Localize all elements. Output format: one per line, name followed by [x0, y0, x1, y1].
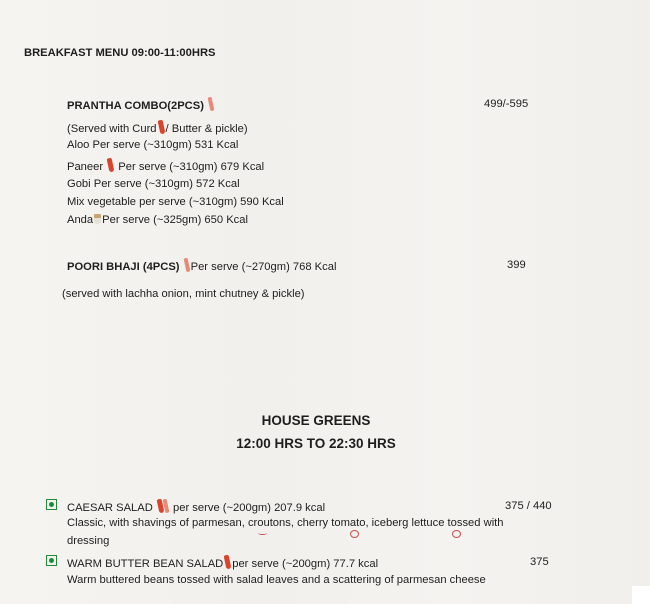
- paneer-label: Paneer: [67, 161, 104, 173]
- poori-serve: Per serve (~270gm) 768 Kcal: [190, 261, 337, 273]
- prantha-served-b: / Butter & pickle): [165, 123, 248, 135]
- bean-name: WARM BUTTER BEAN SALAD: [67, 558, 224, 570]
- chili-icon: [183, 258, 190, 273]
- bean-serve: per serve (~200gm) 77.7 kcal: [232, 558, 379, 570]
- prantha-served-a: (Served with Curd: [67, 123, 157, 135]
- greens-title: HOUSE GREENS: [261, 413, 371, 428]
- prantha-price: 499/-595: [484, 98, 529, 110]
- greens-hours: 12:00 HRS TO 22:30 HRS: [236, 436, 396, 451]
- paneer-line: [67, 158, 264, 174]
- page-corner: [632, 586, 650, 604]
- chili-icon: [107, 158, 115, 173]
- prantha-served: [67, 120, 248, 136]
- poori-name: POORI BHAJI (4PCS): [67, 261, 180, 273]
- caesar-serve: per serve (~200gm) 207.9 kcal: [173, 502, 326, 514]
- breakfast-title: BREAKFAST MENU 09:00-11:00HRS: [24, 47, 216, 59]
- bean-desc: Warm buttered beans tossed with salad leaves and a scattering of parmesan cheese: [67, 574, 486, 586]
- poori-served: (served with lachha onion, mint chutney & pickle): [62, 288, 305, 300]
- anda-serve: Per serve (~325gm) 650 Kcal: [102, 214, 248, 226]
- paneer-serve: Per serve (~310gm) 679 Kcal: [118, 161, 265, 173]
- annotation-circle: [452, 530, 461, 538]
- veg-icon: [46, 499, 57, 510]
- caesar-price: 375 / 440: [505, 500, 552, 512]
- poori-line: [67, 258, 336, 274]
- veg-icon: [46, 555, 57, 566]
- gobi-line: Gobi Per serve (~310gm) 572 Kcal: [67, 178, 240, 190]
- caesar-desc-1: Classic, with shavings of parmesan, croutons, cherry tomato, iceberg lettuce tossed with: [67, 517, 504, 529]
- prantha-name: [67, 97, 215, 113]
- caesar-name: CAESAR SALAD: [67, 502, 153, 514]
- bean-price: 375: [530, 556, 549, 568]
- anda-line: [67, 213, 248, 227]
- poori-price: 399: [507, 259, 526, 271]
- bean-line: [67, 555, 378, 571]
- chili-icon: [208, 97, 215, 112]
- egg-glass-icon: [94, 214, 101, 224]
- mixveg-line: Mix vegetable per serve (~310gm) 590 Kcal: [67, 196, 284, 208]
- caesar-line: [67, 499, 325, 515]
- prantha-name-text: PRANTHA COMBO(2PCS): [67, 100, 204, 112]
- chili-icon: [224, 555, 232, 570]
- annotation-mark: [258, 531, 267, 535]
- anda-label: Anda: [67, 214, 94, 226]
- aloo-line: Aloo Per serve (~310gm) 531 Kcal: [67, 139, 239, 151]
- chili-icon: [157, 120, 165, 135]
- caesar-desc-2: dressing: [67, 535, 110, 547]
- annotation-circle: [350, 530, 359, 538]
